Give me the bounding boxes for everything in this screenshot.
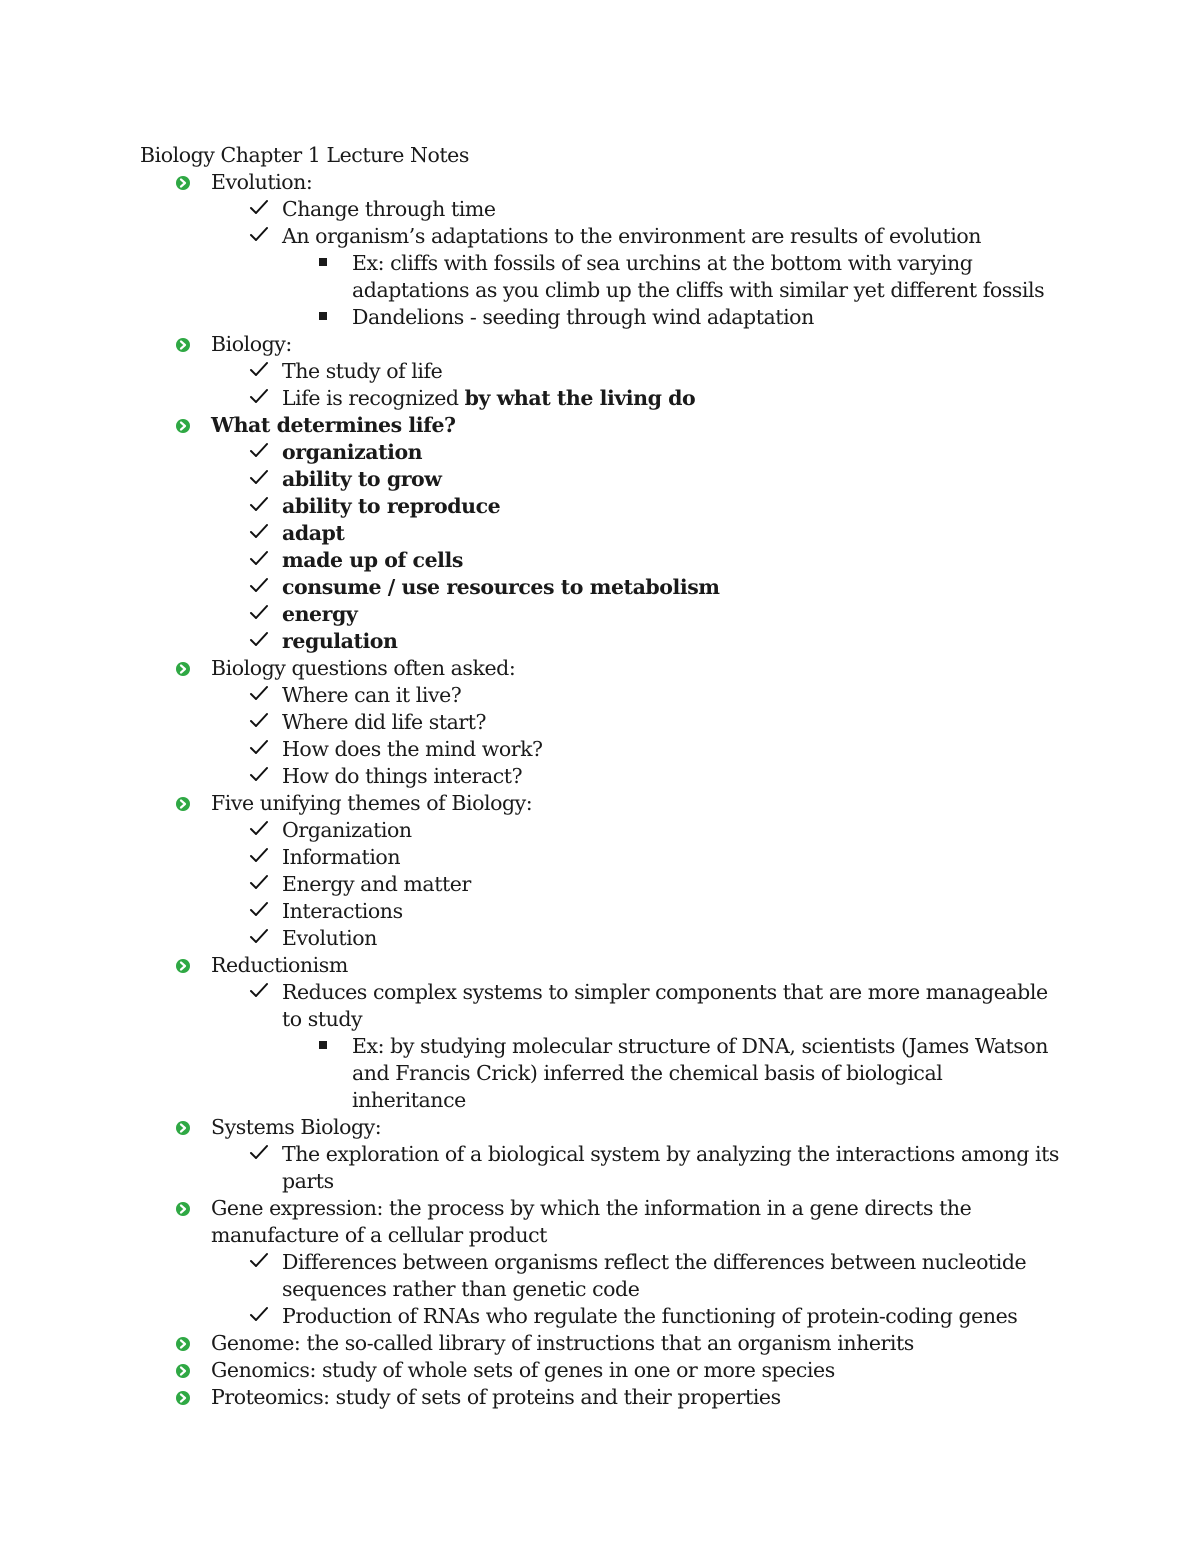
sub-item-text: Ex: by studying molecular structure of DNA, scientists (James Watson and Francis Crick) inferred the chemical basis of biological inheritance xyxy=(352,1034,1049,1112)
list-item-text: Organization xyxy=(282,818,412,842)
square-bullet-icon xyxy=(319,1041,327,1049)
arrow-bullet-icon xyxy=(175,1363,191,1379)
list-item-text: adapt xyxy=(282,521,345,545)
section-heading xyxy=(0,1114,1061,1141)
arrow-bullet-icon xyxy=(175,1120,191,1136)
section-heading-text: Genome: the so-called library of instructions that an organism inherits xyxy=(211,1331,914,1355)
list-item xyxy=(0,520,1062,547)
list-item xyxy=(0,601,1062,628)
section-heading xyxy=(0,1357,1061,1384)
section-heading xyxy=(0,331,1061,358)
list-item xyxy=(0,223,1062,250)
list-item xyxy=(0,1141,1062,1195)
list-item-text: Change through time xyxy=(282,197,496,221)
section-heading-text: Gene expression: the process by which the information in a gene directs the manufacture of a cellular product xyxy=(211,1196,972,1247)
arrow-bullet-icon xyxy=(175,418,191,434)
list-item xyxy=(0,925,1062,952)
list-item xyxy=(0,979,1062,1033)
sub-item-text: Dandelions - seeding through wind adaptation xyxy=(352,305,814,329)
section-heading xyxy=(0,952,1061,979)
list-item-text: Production of RNAs who regulate the functioning of protein-coding genes xyxy=(282,1304,1018,1328)
section-heading-text: Evolution: xyxy=(211,170,313,194)
checkmark-bullet-icon xyxy=(248,521,270,543)
list-item-text: Reduces complex systems to simpler components that are more manageable to study xyxy=(282,980,1048,1031)
list-item xyxy=(0,196,1062,223)
list-item xyxy=(0,493,1062,520)
list-item xyxy=(0,844,1062,871)
sub-item xyxy=(0,250,1062,304)
checkmark-bullet-icon xyxy=(248,440,270,462)
checkmark-bullet-icon xyxy=(248,1304,270,1326)
section-heading xyxy=(0,790,1061,817)
list-item xyxy=(0,358,1062,385)
checkmark-bullet-icon xyxy=(248,1142,270,1164)
section-heading-text: Genomics: study of whole sets of genes in one or more species xyxy=(211,1358,835,1382)
section-heading xyxy=(0,169,1061,196)
checkmark-bullet-icon xyxy=(248,359,270,381)
checkmark-bullet-icon xyxy=(248,494,270,516)
list-item xyxy=(0,439,1062,466)
section-heading xyxy=(0,412,1061,439)
arrow-bullet-icon xyxy=(175,175,191,191)
checkmark-bullet-icon xyxy=(248,386,270,408)
list-item xyxy=(0,628,1062,655)
arrow-bullet-icon xyxy=(175,958,191,974)
list-item-text: regulation xyxy=(282,629,398,653)
checkmark-bullet-icon xyxy=(248,548,270,570)
document-title: Biology Chapter 1 Lecture Notes xyxy=(140,143,469,167)
arrow-bullet-icon xyxy=(175,796,191,812)
checkmark-bullet-icon xyxy=(248,683,270,705)
list-item xyxy=(0,547,1062,574)
checkmark-bullet-icon xyxy=(248,1250,270,1272)
list-item-text: The study of life xyxy=(282,359,443,383)
list-item-text: An organism’s adaptations to the environment are results of evolution xyxy=(282,224,982,248)
list-item xyxy=(0,682,1062,709)
checkmark-bullet-icon xyxy=(248,629,270,651)
list-item-text: Where did life start? xyxy=(282,710,487,734)
list-item xyxy=(0,709,1062,736)
sub-item xyxy=(0,304,1062,331)
checkmark-bullet-icon xyxy=(248,710,270,732)
section-heading-text: Biology questions often asked: xyxy=(211,656,516,680)
checkmark-bullet-icon xyxy=(248,575,270,597)
notes-outline xyxy=(0,169,1200,1411)
checkmark-bullet-icon xyxy=(248,197,270,219)
section-heading xyxy=(0,1330,1061,1357)
list-item-text: consume / use resources to metabolism xyxy=(282,575,720,599)
arrow-bullet-icon xyxy=(175,661,191,677)
list-item xyxy=(0,763,1062,790)
section-heading-text: Systems Biology: xyxy=(211,1115,382,1139)
section-heading xyxy=(0,1195,1061,1249)
square-bullet-icon xyxy=(319,312,327,320)
section-heading-text: Proteomics: study of sets of proteins and their properties xyxy=(211,1385,781,1409)
checkmark-bullet-icon xyxy=(248,845,270,867)
sub-item-text: Ex: cliffs with fossils of sea urchins at the bottom with varying adaptations as you climb up the cliffs with similar yet different fossils xyxy=(352,251,1045,302)
list-item xyxy=(0,574,1062,601)
list-item-text: made up of cells xyxy=(282,548,463,572)
list-item-text: ability to grow xyxy=(282,467,442,491)
arrow-bullet-icon xyxy=(175,1336,191,1352)
section-heading-text: What determines life? xyxy=(211,413,456,437)
sub-item xyxy=(0,1033,1062,1114)
arrow-bullet-icon xyxy=(175,337,191,353)
checkmark-bullet-icon xyxy=(248,818,270,840)
list-item xyxy=(0,1249,1062,1303)
list-item-text: Differences between organisms reflect the differences between nucleotide sequences rather than genetic code xyxy=(282,1250,1027,1301)
checkmark-bullet-icon xyxy=(248,872,270,894)
checkmark-bullet-icon xyxy=(248,980,270,1002)
list-item-text: Evolution xyxy=(282,926,377,950)
checkmark-bullet-icon xyxy=(248,899,270,921)
list-item-text: ability to reproduce xyxy=(282,494,501,518)
section-heading xyxy=(0,1384,1061,1411)
list-item-text: energy xyxy=(282,602,358,626)
list-item xyxy=(0,1303,1062,1330)
section-heading-text: Biology: xyxy=(211,332,292,356)
list-item-text: organization xyxy=(282,440,423,464)
arrow-bullet-icon xyxy=(175,1390,191,1406)
checkmark-bullet-icon xyxy=(248,764,270,786)
list-item xyxy=(0,466,1062,493)
checkmark-bullet-icon xyxy=(248,467,270,489)
list-item xyxy=(0,736,1062,763)
list-item xyxy=(0,871,1062,898)
list-item-text: The exploration of a biological system by analyzing the interactions among its parts xyxy=(282,1142,1059,1193)
list-item-text: Interactions xyxy=(282,899,403,923)
section-heading xyxy=(0,655,1061,682)
list-item-text: How does the mind work? xyxy=(282,737,543,761)
section-heading-text: Five unifying themes of Biology: xyxy=(211,791,533,815)
list-item-text: Where can it live? xyxy=(282,683,462,707)
checkmark-bullet-icon xyxy=(248,926,270,948)
section-heading-text: Reductionism xyxy=(211,953,348,977)
arrow-bullet-icon xyxy=(175,1201,191,1217)
checkmark-bullet-icon xyxy=(248,737,270,759)
list-item-text: Information xyxy=(282,845,401,869)
list-item xyxy=(0,817,1062,844)
list-item-text: Life is recognized xyxy=(282,386,465,410)
list-item-emphasis: by what the living do xyxy=(464,386,696,410)
list-item xyxy=(0,898,1062,925)
square-bullet-icon xyxy=(319,258,327,266)
list-item-text: Energy and matter xyxy=(282,872,471,896)
checkmark-bullet-icon xyxy=(248,602,270,624)
list-item xyxy=(0,385,1062,412)
checkmark-bullet-icon xyxy=(248,224,270,246)
list-item-text: How do things interact? xyxy=(282,764,523,788)
